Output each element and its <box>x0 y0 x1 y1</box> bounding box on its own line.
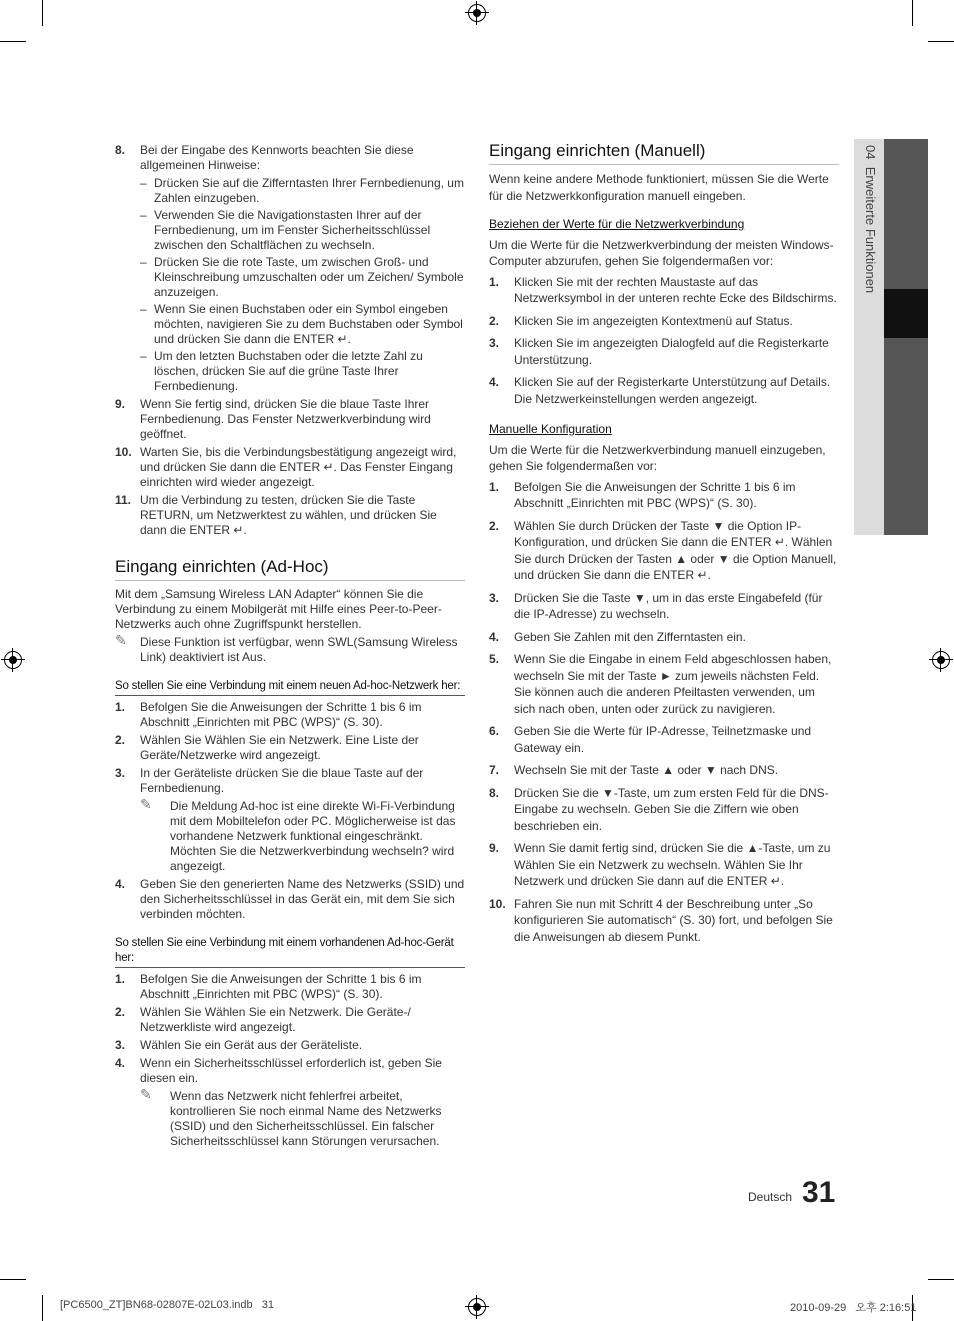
dash-item: – Verwenden Sie die Navigationstasten Ihrer auf der Fernbedienung, um im Fenster Sicherheitsschlüssel zwischen den Schaltflächen zu wechseln. <box>140 208 431 252</box>
list-item: 9. Wenn Sie fertig sind, drücken Sie die blaue Taste Ihrer Fernbedienung. Das Fenster Netzwerkverbindung wird geöffnet. <box>115 397 431 441</box>
footer-filename: [PC6500_ZT]BN68-02807E-02L03.indb 31 <box>60 1299 275 1311</box>
section-title-adhoc: Eingang einrichten (Ad-Hoc) <box>115 556 465 581</box>
note: ✎ Wenn das Netzwerk nicht fehlerfrei arbeitet, kontrollieren Sie noch einmal Name des Netzwerks (SSID) und den Sicherheitsschlüssel. Ein falscher Sicherheitsschlüssel kann Störungen verursachen. <box>140 1086 442 1148</box>
pencil-icon: ✎ <box>115 632 127 648</box>
footer-timestamp: 2010-09-29 오후 2:16:51 <box>790 1302 917 1314</box>
paragraph: Um die Werte für die Netzwerkverbindung der meisten Windows-Computer abzurufen, gehen Sie folgendermaßen vor: <box>489 237 834 268</box>
list-item: 1. Befolgen Sie die Anweisungen der Schritte 1 bis 6 im Abschnitt „Einrichten mit PBC (WPS)“ (S. 30). <box>115 700 422 729</box>
chapter-number: 04 <box>863 145 878 160</box>
paragraph: Um die Werte für die Netzwerkverbindung manuell einzugeben, gehen Sie folgendermaßen vor: <box>489 442 826 473</box>
right-column <box>489 140 839 948</box>
left-column <box>115 140 465 1152</box>
list-item: 1. Befolgen Sie die Anweisungen der Schritte 1 bis 6 im Abschnitt „Einrichten mit PBC (WPS)“ (S. 30). <box>489 479 796 510</box>
list-item: 3. Klicken Sie im angezeigten Dialogfeld auf die Registerkarte Unterstützung. <box>489 336 829 367</box>
list-item: 10. Warten Sie, bis die Verbindungsbestätigung angezeigt wird, und drücken Sie dann die ENTER ↵. Das Fenster Eingang einrichten wird wieder angezeigt. <box>115 445 457 489</box>
dash-item: – Drücken Sie auf die Zifferntasten Ihrer Fernbedienung, um Zahlen einzugeben. <box>140 176 464 205</box>
list-item: 3. Drücken Sie die Taste ▼, um in das erste Eingabefeld (für die IP-Adresse) zu wechseln. <box>489 590 823 621</box>
list-item: 3. Wählen Sie ein Gerät aus der Geräteliste. <box>115 1038 363 1052</box>
list-item: 8. Drücken Sie die ▼-Taste, um zum ersten Feld für die DNS-Eingabe zu wechseln. Geben Sie die Ziffern wie oben beschrieben ein. <box>489 785 829 833</box>
list-item: 7. Wechseln Sie mit der Taste ▲ oder ▼ nach DNS. <box>489 763 779 777</box>
list-item: 2. Wählen Sie durch Drücken der Taste ▼ die Option IP-Konfiguration, und drücken Sie dann die ENTER ↵. Wählen Sie durch Drücken der Tasten ▲ oder ▼ die Option Manuell, und drücken Sie dann die ENTER ↵. <box>489 518 837 582</box>
list-item: 2. Wählen Sie Wählen Sie ein Netzwerk. Die Geräte-/ Netzwerkliste wird angezeigt. <box>115 1005 411 1034</box>
registration-mark-right <box>932 651 950 669</box>
chapter-label <box>858 145 878 405</box>
chapter-title: Erweiterte Funktionen <box>863 166 878 294</box>
chapter-tab-active <box>884 289 928 338</box>
pencil-icon: ✎ <box>140 1086 152 1102</box>
chapter-tab-dark-bottom <box>884 338 928 535</box>
registration-mark-bottom <box>468 1298 486 1316</box>
list-item: 8. Bei der Eingabe des Kennworts beachten Sie diese allgemeinen Hinweise: <box>115 143 414 172</box>
list-item: 2. Wählen Sie Wählen Sie ein Netzwerk. Eine Liste der Geräte/Netzwerke wird angezeigt. <box>115 733 419 762</box>
registration-mark-left <box>4 651 22 669</box>
note: ✎ Diese Funktion ist verfügbar, wenn SWL(Samsung Wireless Link) deaktiviert ist Aus. <box>115 632 458 664</box>
subsection-title-existing: So stellen Sie eine Verbindung mit einem vorhandenen Ad-hoc-Gerät her: <box>115 936 465 968</box>
dash-item: – Um den letzten Buchstaben oder die letzte Zahl zu löschen, drücken Sie auf die grüne Taste Ihrer Fernbedienung. <box>140 349 423 393</box>
footer-language: Deutsch <box>748 1190 793 1204</box>
list-item: 4. Geben Sie den generierten Name des Netzwerks (SSID) und den Sicherheitsschlüssel in das Gerät ein, mit dem Sie sich verbinden möchten. <box>115 877 465 921</box>
list-item: 3. In der Geräteliste drücken Sie die blaue Taste auf der Fernbedienung. <box>115 766 424 795</box>
section-title-manual: Eingang einrichten (Manuell) <box>489 140 839 165</box>
dash-item: – Drücken Sie die rote Taste, um zwischen Groß- und Kleinschreibung umzuschalten oder um Zeichen/ Symbole anzuzeigen. <box>140 255 464 299</box>
list-item: 10. Fahren Sie nun mit Schritt 4 der Beschreibung unter „So konfigurieren Sie automatisch“ (S. 30) fort, und befolgen Sie die Anweisungen ab diesem Punkt. <box>489 896 833 944</box>
page-number: 31 <box>802 1176 836 1209</box>
subsection-title-new: So stellen Sie eine Verbindung mit einem neuen Ad-hoc-Netzwerk her: <box>115 679 465 696</box>
dash-item: – Wenn Sie einen Buchstaben oder ein Symbol eingeben möchten, navigieren Sie zu dem Buchstaben oder Symbol und drücken Sie dann die ENTER ↵. <box>140 302 463 346</box>
chapter-tab-dark-top <box>884 139 928 289</box>
pencil-icon: ✎ <box>140 796 152 812</box>
list-item: 4. Klicken Sie auf der Registerkarte Unterstützung auf Details. Die Netzwerkeinstellungen werden angezeigt. <box>489 375 831 406</box>
list-item: 5. Wenn Sie die Eingabe in einem Feld abgeschlossen haben, wechseln Sie mit der Taste ► zum jeweils nächsten Feld. Sie können auch die anderen Pfeiltasten verwenden, um sich nach oben, unten oder zurück zu navigieren. <box>489 652 832 716</box>
list-item: 1. Klicken Sie mit der rechten Maustaste auf das Netzwerksymbol in der unteren rechte Ecke des Bildschirms. <box>489 274 837 305</box>
subsection-title-values: Beziehen der Werte für die Netzwerkverbindung <box>489 217 745 231</box>
list-item: 1. Befolgen Sie die Anweisungen der Schritte 1 bis 6 im Abschnitt „Einrichten mit PBC (WPS)“ (S. 30). <box>115 972 422 1001</box>
paragraph: Mit dem „Samsung Wireless LAN Adapter“ können Sie die Verbindung zu einem Mobilgerät mit Hilfe eines Peer-to-Peer-Netzwerks auch ohne Zugriffspunkt herstellen. <box>115 587 442 631</box>
list-item: 2. Klicken Sie im angezeigten Kontextmenü auf Status. <box>489 313 793 328</box>
list-item: 4. Geben Sie Zahlen mit den Zifferntasten ein. <box>489 629 746 644</box>
subsection-title-config: Manuelle Konfiguration <box>489 422 612 436</box>
registration-mark-top <box>468 4 486 22</box>
list-item: 9. Wenn Sie damit fertig sind, drücken Sie die ▲-Taste, um zu Wählen Sie ein Netzwerk zu wechseln. Wählen Sie Ihr Netzwerk und drücken Sie dann auf die ENTER ↵. <box>489 841 831 888</box>
list-item: 6. Geben Sie die Werte für IP-Adresse, Teilnetzmaske und Gateway ein. <box>489 724 812 755</box>
note: ✎ Die Meldung Ad-hoc ist eine direkte Wi-Fi-Verbindung mit dem Mobiltelefon oder PC. Möglicherweise ist das vorhandene Netzwerk funktional eingeschränkt. Möchten Sie die Netzwerkverbindung wechseln? wird angezeigt. <box>140 796 456 873</box>
list-item: 11. Um die Verbindung zu testen, drücken Sie die Taste RETURN, um Netzwerktest zu wählen, und drücken Sie dann die ENTER ↵. <box>115 493 437 537</box>
list-item: 4. Wenn ein Sicherheitsschlüssel erforderlich ist, geben Sie diesen ein. <box>115 1056 442 1085</box>
paragraph: Wenn keine andere Methode funktioniert, müssen Sie die Werte für die Netzwerkkonfiguration manuell eingeben. <box>489 172 829 203</box>
